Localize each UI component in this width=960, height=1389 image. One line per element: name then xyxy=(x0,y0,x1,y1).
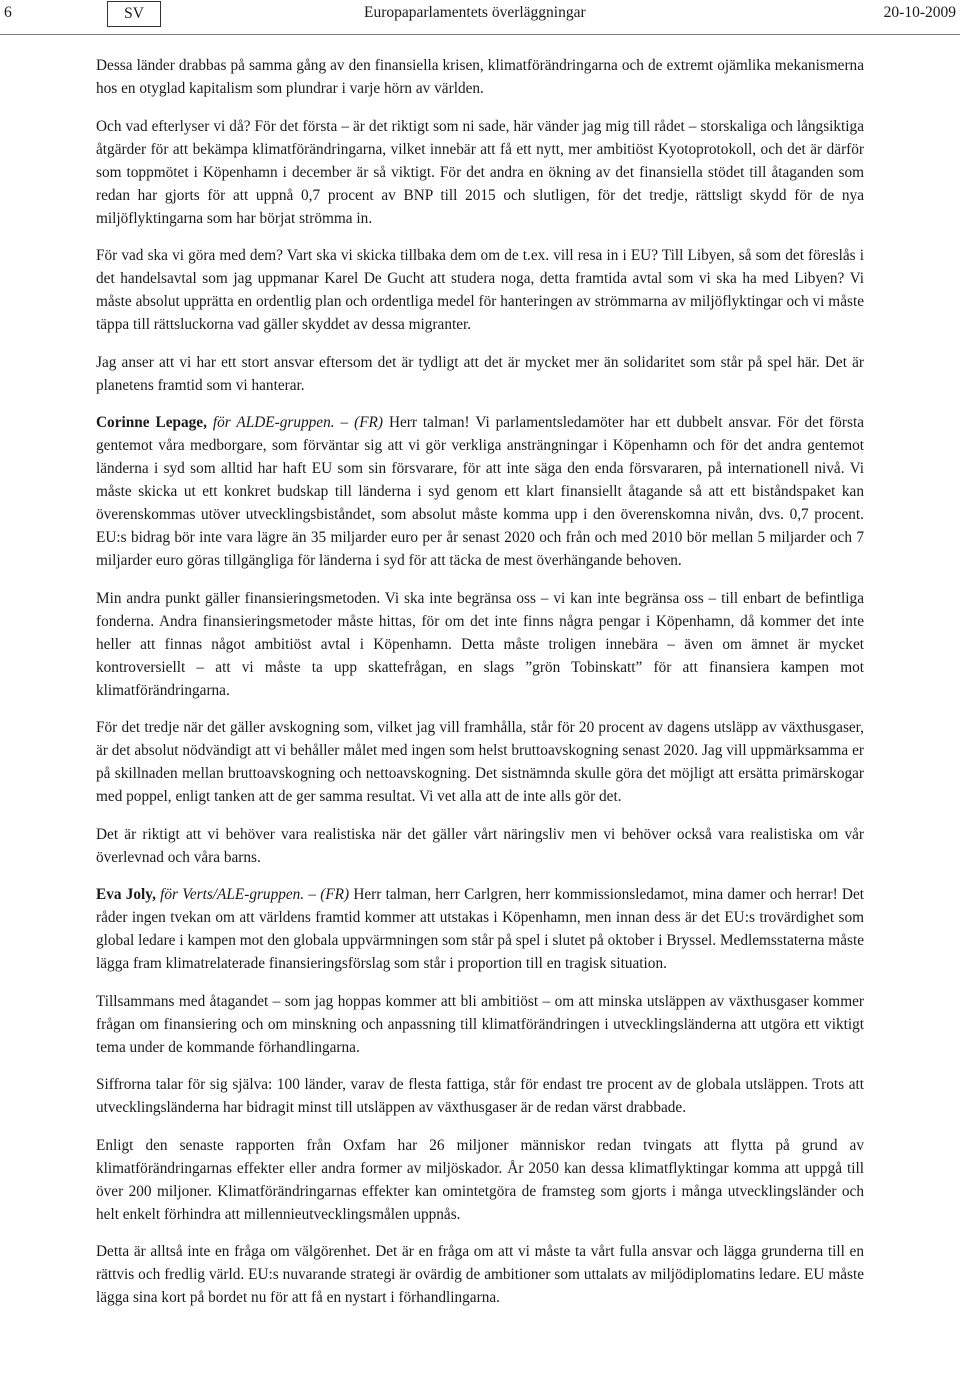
paragraph: Det är riktigt att vi behöver vara realistiska när det gäller vårt näringsliv men vi behöver också vara realistiska om vår överlevnad och våra barns. xyxy=(96,825,864,866)
paragraph: Siffrorna talar för sig själva: 100 länder, varav de flesta fattiga, står för endast tre procent av de globala utsläppen. Trots att utvecklingsländerna har bidragit minst till utsläppen av växthusgaser är de redan värst drabbade. xyxy=(96,1076,864,1116)
paragraph: För det tredje när det gäller avskogning som, vilket jag vill framhålla, står för 20 procent av dagens utsläpp av växthusgaser, är det absolut nödvändigt att vi behåller målet med ingen som helst bruttoavskogning senast 2020. Jag vill uppmärksamma er på skillnaden mellan bruttoavskogning och nettoavskogning. Det sistnämnda skulle göra det möjligt att ersätta primärskogar med poppel, enligt tanken att de ger samma resultat. Vi vet alla att de inte alls gör det. xyxy=(96,719,864,805)
language-badge: SV xyxy=(107,1,161,27)
speaker-group: för ALDE-gruppen. – (FR) xyxy=(206,414,383,431)
page-number: 6 xyxy=(4,4,12,21)
speech-text: Herr talman! Vi parlamentsledamöter har ett dubbelt ansvar. För det första gentemot våra medborgare, som förväntar sig att vi gör verkliga ansträngningar i Köpenhamn och för det andra gentemot länderna i syd som alltid har haft EU som sin försvarare, för att inte säga den enda försvararen, på internationell nivå. Vi måste skicka ut ett konkret budskap till länderna i syd genom ett klart finansiellt åtagande så att ett biståndspaket kan överenskommas utöver utvecklingsbiståndet, som absolut måste komma upp i den överenskomna nivån, dvs. 0,7 procent. EU:s bidrag bör inte vara lägre än 35 miljarder euro per år senast 2020 och från och med 2010 bör mellan 5 miljarder och 7 miljarder euro göras tillgängliga för länderna i syd för att täcka de mest överhängande behoven. xyxy=(96,414,864,569)
publication-title: Europaparlamentets överläggningar xyxy=(364,4,586,21)
speaker-group: för Verts/ALE-gruppen. – (FR) xyxy=(155,886,350,903)
paragraph: Detta är alltså inte en fråga om välgörenhet. Det är en fråga om att vi måste ta vårt fulla ansvar och lägga grunderna till en rättvis och fredlig värld. EU:s nuvarande strategi är ovärdig de ambitioner som uttalats av miljödiplomatins ledare. EU måste lägga sina kort på bordet nu för att få en nystart i förhandlingarna. xyxy=(96,1243,864,1306)
paragraph: Dessa länder drabbas på samma gång av den finansiella krisen, klimatförändringarna och de extremt ojämlika mekanismerna hos en otyglad kapitalism som plundrar i varje hörn av världen. xyxy=(96,57,864,97)
speech-joly xyxy=(96,883,864,975)
paragraph: Min andra punkt gäller finansieringsmetoden. Vi ska inte begränsa oss – vi kan inte begränsa oss – till enbart de befintliga fonderna. Andra finansieringsmetoder måste hittas, för om det inte finns några pengar i Köpenhamn, då kommer det inte heller att finnas något ambitiöst avtal i Köpenhamn. Detta måste troligen innebära – även om ämnet är mycket kontroversiellt – att vi måste ta upp skattefrågan, en slags ”grön Tobinskatt” för att finansiera kampen mot klimatförändringarna. xyxy=(96,589,864,699)
speaker-name: Eva Joly, xyxy=(96,886,156,903)
speech-lepage xyxy=(96,411,864,572)
publication-date: 20-10-2009 xyxy=(883,4,956,21)
paragraph: Och vad efterlyser vi då? För det första – är det riktigt som ni sade, här vänder jag mig till rådet – storskaliga och långsiktiga åtgärder för att bekämpa klimatförändringarna, vilket innebär att få ett nytt, mer ambitiöst Kyotoprotokoll, och det är därför som toppmötet i Köpenhamn i december är så viktigt. För det andra en ökning av det finansiella stödet till åtaganden som redan har gjorts för att uppnå 0,7 procent av BNP till 2015 och slutligen, för det tredje, rättsligt skydd för de nya miljöflyktingarna som har börjat strömma in. xyxy=(96,117,864,227)
paragraph: Tillsammans med åtagandet – som jag hoppas kommer att bli ambitiöst – om att minska utsläppen av växthusgaser kommer frågan om finansiering och om minskning och anpassning till klimatförändringen i utvecklingsländerna att utgöra ett viktigt tema under de kommande förhandlingarna. xyxy=(96,992,864,1056)
paragraph: Jag anser att vi har ett stort ansvar eftersom det är tydligt att det är mycket mer än solidaritet som står på spel här. Det är planetens framtid som vi hanterar. xyxy=(96,353,864,394)
speaker-name: Corinne Lepage, xyxy=(96,414,207,431)
paragraph: För vad ska vi göra med dem? Vart ska vi skicka tillbaka dem om de t.ex. vill resa in i EU? Till Libyen, så som det föreslås i det handelsavtal som jag uppmanar Karel De Gucht att studera noga, detta framtida avtal som vi ska ha med Libyen? Vi måste absolut upprätta en ordentlig plan och ordentliga medel för hanteringen av strömmarna av miljöflyktingar och vi måste täppa till rättsluckorna vad gäller skyddet av dessa migranter. xyxy=(96,247,864,333)
paragraph: Enligt den senaste rapporten från Oxfam har 26 miljoner människor redan tvingats att flytta på grund av klimatförändringarnas effekter eller andra former av miljöskador. År 2050 kan dessa klimatflyktingar komma att uppgå till över 200 miljoner. Klimatförändringarnas effekter kan omintetgöra de framsteg som gjorts i många utvecklingsländer och helt enkelt förhindra att millennieutvecklingsmålen uppnås. xyxy=(96,1136,864,1223)
page-header xyxy=(0,0,960,35)
document-body xyxy=(96,54,864,1324)
speech-text: Herr talman, herr Carlgren, herr kommissionsledamot, mina damer och herrar! Det råder ingen tvekan om att världens framtid kommer att utstakas i Köpenhamn, men innan dess är det EU:s trovärdighet som global ledare i kampen mot den globala uppvärmningen som står på spel i slutet på oktober i Bryssel. Medlemsstaterna måste lägga fram klimatrelaterade finansieringsförslag som står i proportion till en tragisk situation. xyxy=(96,886,865,972)
